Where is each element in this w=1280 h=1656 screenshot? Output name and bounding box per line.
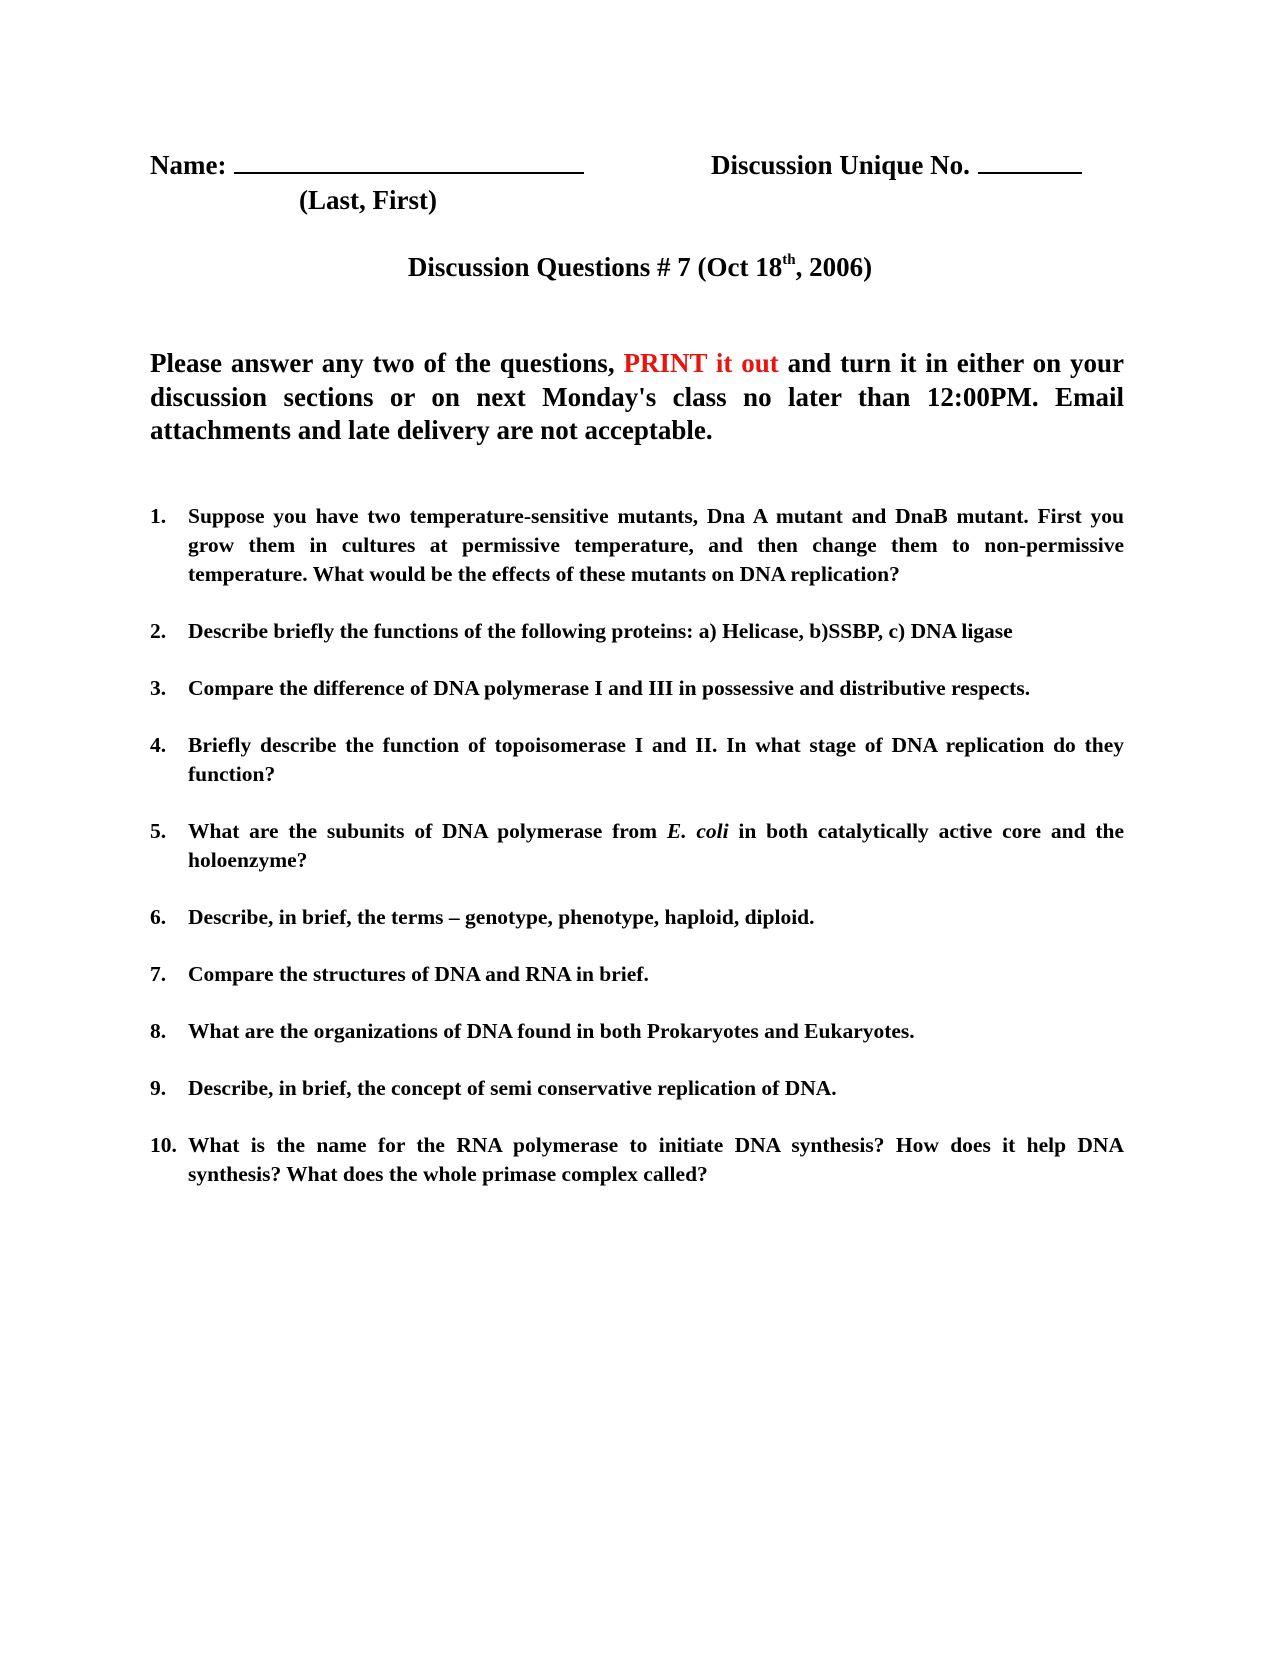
name-blank-line [234,150,584,174]
question-item [150,502,1124,589]
question-item [150,960,1124,989]
name-label: Name: [150,150,227,180]
question-number: 2. [150,619,167,643]
question-text: What are the organizations of DNA found in both Prokaryotes and Eukaryotes. [188,1019,915,1043]
question-text: Briefly describe the function of topoisomerase I and II. In what stage of DNA replication do they function? [188,733,1124,786]
title-suffix: , 2006) [795,252,873,282]
question-item [150,817,1124,875]
unique-number-blank-line [978,150,1082,174]
question-number: 3. [150,676,167,700]
question-number: 7. [150,962,167,986]
question-item [150,903,1124,932]
question-text: Compare the difference of DNA polymerase I and III in possessive and distributive respects. [188,676,1031,700]
name-field [150,150,584,181]
question-text-italic: E. coli [666,819,729,843]
question-item [150,1131,1124,1189]
title-prefix: Discussion Questions # 7 (Oct 18 [407,252,783,282]
question-text: Compare the structures of DNA and RNA in brief. [188,962,649,986]
question-number: 6. [150,905,167,929]
question-number: 1. [150,504,167,528]
title-superscript: th [782,252,796,268]
question-item [150,674,1124,703]
unique-number-field [711,150,1082,181]
question-text: What is the name for the RNA polymerase to initiate DNA synthesis? How does it help DNA synthesis? What does the whole primase complex called? [188,1133,1124,1186]
question-text: Describe briefly the functions of the following proteins: a) Helicase, b)SSBP, c) DNA ligase [188,619,1013,643]
instructions-highlight: PRINT it out [623,348,779,378]
question-number: 8. [150,1019,167,1043]
instructions-paragraph [150,347,1124,448]
question-number: 4. [150,733,167,757]
question-list [150,502,1124,1217]
question-item [150,731,1124,789]
question-item [150,1017,1124,1046]
question-text-after: in both catalytically active core and the holoenzyme? [188,819,1124,872]
question-text-before: What are the subunits of DNA polymerase from [188,819,658,843]
question-text: Describe, in brief, the concept of semi conservative replication of DNA. [188,1076,837,1100]
question-text: Describe, in brief, the terms – genotype, phenotype, haploid, diploid. [188,905,815,929]
document-title [0,252,1280,283]
question-text [188,819,1124,872]
instructions-part1: Please answer any two of the questions, [150,348,615,378]
question-number: 10. [150,1133,177,1157]
name-format-hint: (Last, First) [299,185,437,215]
question-text: Suppose you have two temperature-sensitive mutants, Dna A mutant and DnaB mutant. First you grow them in cultures at permissive temperature, and then change them to non-permissive temperature. What would be the effects of these mutants on DNA replication? [188,504,1124,586]
question-item [150,617,1124,646]
question-number: 9. [150,1076,167,1100]
question-item [150,1074,1124,1103]
question-number: 5. [150,819,167,843]
unique-number-label: Discussion Unique No. [711,150,970,180]
instructions-part2: and turn it in either on your discussion sections or on next Monday's class no later than 12:00PM. Email attachments and late delivery are not acceptable. [150,348,1125,445]
header-row [0,150,1280,190]
